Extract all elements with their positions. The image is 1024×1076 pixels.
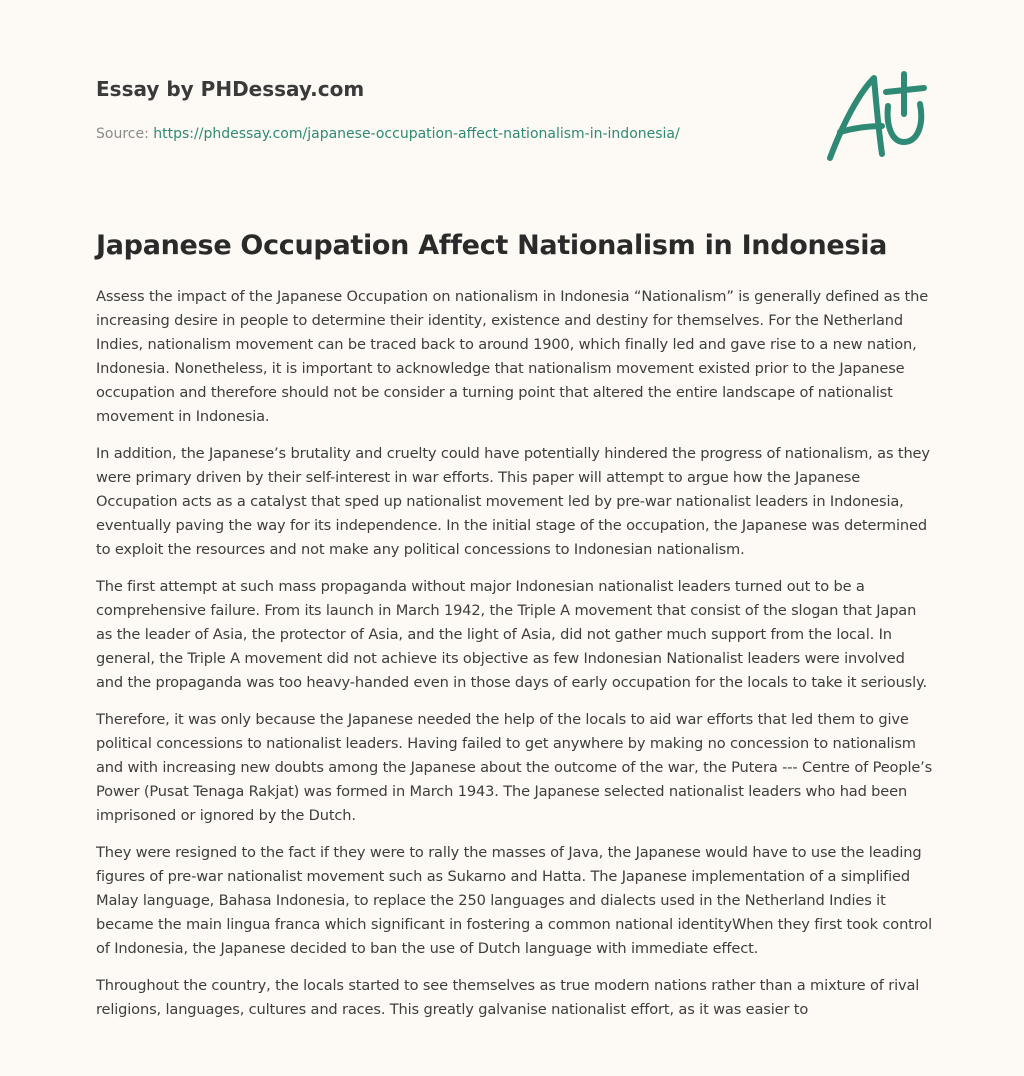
site-brand: Essay by PHDessay.com	[96, 77, 365, 101]
essay-paragraph: They were resigned to the fact if they were to rally the masses of Java, the Japanese would have to use the leading figures of pre-war nationalist movement such as Sukarno and Hatta. The Japanese implementation of a simplified Malay language, Bahasa Indonesia, to replace the 250 languages and dialects used in the Netherland Indies it became the main lingua franca which significant in fostering a common national identityWhen they first took control of Indonesia, the Japanese decided to ban the use of Dutch language with immediate effect.	[96, 844, 932, 957]
essay-body	[96, 285, 936, 1035]
essay-title: Japanese Occupation Affect Nationalism in Indonesia	[96, 230, 888, 261]
essay-header	[96, 74, 796, 144]
essay-paragraph: The first attempt at such mass propaganda without major Indonesian nationalist leaders turned out to be a comprehensive failure. From its launch in March 1942, the Triple A movement that consist of the slogan that Japan as the leader of Asia, the protector of Asia, and the light of Asia, did not gather much support from the local. In general, the Triple A movement did not achieve its objective as few Indonesian Nationalist leaders were involved and the propaganda was too heavy-handed even in those days of early occupation for the locals to take it seriously.	[96, 578, 927, 691]
a-plus-grade-logo-icon	[822, 66, 932, 166]
source-label: Source:	[96, 126, 149, 142]
essay-paragraph: Assess the impact of the Japanese Occupation on nationalism in Indonesia “Nationalism” is generally defined as the increasing desire in people to determine their identity, existence and destiny for themselves. For the Netherland Indies, nationalism movement can be traced back to around 1900, which finally led and gave rise to a new nation, Indonesia. Nonetheless, it is important to acknowledge that nationalism movement existed prior to the Japanese occupation and therefore should not be consider a turning point that altered the entire landscape of nationalist movement in Indonesia.	[96, 288, 929, 425]
source-line	[96, 124, 796, 144]
essay-paragraph: In addition, the Japanese’s brutality and cruelty could have potentially hindered the progress of nationalism, as they were primary driven by their self-interest in war efforts. This paper will attempt to argue how the Japanese Occupation acts as a catalyst that sped up nationalist movement led by pre-war nationalist leaders in Indonesia, eventually paving the way for its independence. In the initial stage of the occupation, the Japanese was determined to exploit the resources and not make any political concessions to Indonesian nationalism.	[96, 445, 930, 558]
essay-paragraph: Throughout the country, the locals started to see themselves as true modern nations rather than a mixture of rival religions, languages, cultures and races. This greatly galvanise nationalist effort, as it was easier to	[96, 977, 920, 1018]
source-link[interactable]: https://phdessay.com/japanese-occupation-affect-nationalism-in-indonesia/	[153, 126, 680, 142]
essay-paragraph: Therefore, it was only because the Japanese needed the help of the locals to aid war efforts that led them to give political concessions to nationalist leaders. Having failed to get anywhere by making no concession to nationalism and with increasing new doubts among the Japanese about the outcome of the war, the Putera --- Centre of People’s Power (Pusat Tenaga Rakjat) was formed in March 1943. The Japanese selected nationalist leaders who had been imprisoned or ignored by the Dutch.	[96, 711, 933, 824]
